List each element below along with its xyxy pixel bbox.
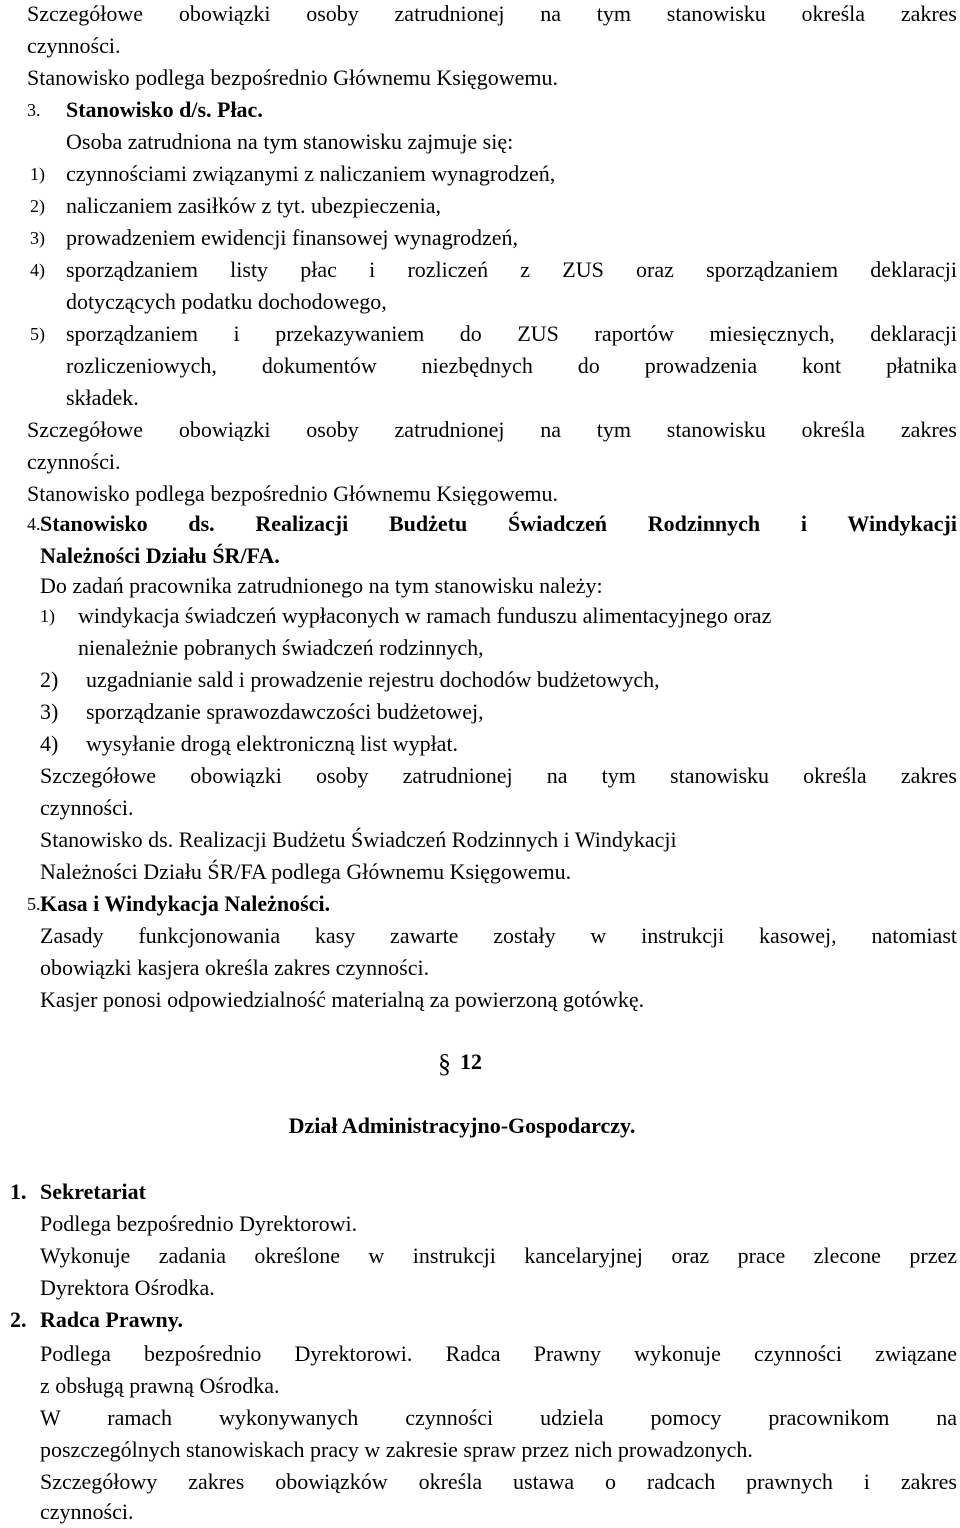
duties-text: Szczegółowe obowiązki osoby zatrudnionej na tym stanowisku określa zakres xyxy=(27,1,957,26)
list-item-number: 1) xyxy=(30,164,45,184)
list-item: sporządzaniem listy płac i rozliczeń z ZUS oraz sporządzaniem deklaracji xyxy=(66,257,957,282)
reports-text: Stanowisko ds. Realizacji Budżetu Świadczeń Rodzinnych i Windykacji xyxy=(40,827,677,852)
section-title: Należności Działu ŚR/FA. xyxy=(40,543,280,568)
list-item: sporządzaniem i przekazywaniem do ZUS raportów miesięcznych, deklaracji xyxy=(66,321,957,346)
duties-text: czynności. xyxy=(40,795,134,820)
paragraph-text: Wykonuje zadania określone w instrukcji kancelaryjnej oraz prace zlecone przez xyxy=(40,1243,957,1268)
paragraph-sign: § xyxy=(438,1049,451,1078)
list-item: naliczaniem zasiłków z tyt. ubezpieczenia, xyxy=(66,193,442,218)
section-intro: Do zadań pracownika zatrudnionego na tym stanowisku należy: xyxy=(40,573,603,598)
section-title: Kasa i Windykacja Należności. xyxy=(40,891,331,916)
section-number: 3. xyxy=(27,100,41,120)
paragraph-text: Kasjer ponosi odpowiedzialność materialną za powierzoną gotówkę. xyxy=(40,987,645,1012)
paragraph-number: 12 xyxy=(460,1049,482,1074)
duties-text: czynności. xyxy=(27,33,121,58)
list-item: dotyczących podatku dochodowego, xyxy=(66,289,387,314)
paragraph-text: z obsługą prawną Ośrodka. xyxy=(40,1373,280,1398)
paragraph-text: Podlega bezpośrednio Dyrektorowi. Radca Prawny wykonuje czynności związane xyxy=(40,1341,957,1366)
duties-text: Szczegółowe obowiązki osoby zatrudnionej na tym stanowisku określa zakres xyxy=(27,417,957,442)
list-item-number: 3) xyxy=(40,699,59,724)
list-item-number: 5) xyxy=(30,324,45,344)
section-title: Radca Prawny. xyxy=(40,1307,183,1332)
list-item-number: 4) xyxy=(40,731,59,756)
list-item-number: 4) xyxy=(30,260,45,280)
list-item: uzgadnianie sald i prowadzenie rejestru dochodów budżetowych, xyxy=(86,667,660,692)
paragraph-text: Dyrektora Ośrodka. xyxy=(40,1275,215,1300)
section-number: 1. xyxy=(10,1179,27,1204)
duties-text: Szczegółowe obowiązki osoby zatrudnionej na tym stanowisku określa zakres xyxy=(40,763,957,788)
list-item: rozliczeniowych, dokumentów niezbędnych do prowadzenia kont płatnika xyxy=(66,353,957,378)
section-number: 2. xyxy=(10,1307,27,1332)
list-item-number: 3) xyxy=(30,228,45,248)
paragraph-text: Zasady funkcjonowania kasy zawarte zostały w instrukcji kasowej, natomiast xyxy=(40,923,957,948)
paragraph-text: Podlega bezpośrednio Dyrektorowi. xyxy=(40,1211,358,1236)
paragraph-text: Szczegółowy zakres obowiązków określa ustawa o radcach prawnych i zakres xyxy=(40,1469,957,1494)
list-item-number: 2) xyxy=(40,667,59,692)
reports-text: Stanowisko podlega bezpośrednio Głównemu Księgowemu. xyxy=(27,65,558,90)
paragraph-text: czynności. xyxy=(40,1499,134,1524)
reports-text: Stanowisko podlega bezpośrednio Głównemu Księgowemu. xyxy=(27,481,558,506)
list-item: windykacja świadczeń wypłaconych w ramach funduszu alimentacyjnego oraz xyxy=(78,603,772,628)
list-item-number: 2) xyxy=(30,196,45,216)
paragraph-text: W ramach wykonywanych czynności udziela pomocy pracownikom na xyxy=(40,1405,957,1430)
section-number: 4. xyxy=(27,514,41,534)
section-title: Sekretariat xyxy=(40,1179,146,1204)
section-title: Stanowisko ds. Realizacji Budżetu Świadczeń Rodzinnych i Windykacji xyxy=(40,511,957,536)
department-heading: Dział Administracyjno-Gospodarczy. xyxy=(288,1113,636,1138)
reports-text: Należności Działu ŚR/FA podlega Głównemu Księgowemu. xyxy=(40,859,572,884)
duties-text: czynności. xyxy=(27,449,121,474)
paragraph-text: poszczególnych stanowiskach pracy w zakresie spraw przez nich prowadzonych. xyxy=(40,1437,753,1462)
section-number: 5. xyxy=(27,894,41,914)
list-item: składek. xyxy=(66,385,139,410)
list-item-number: 1) xyxy=(40,606,55,626)
list-item: wysyłanie drogą elektroniczną list wypłat. xyxy=(86,731,459,756)
list-item: nienależnie pobranych świadczeń rodzinnych, xyxy=(78,635,484,660)
section-intro: Osoba zatrudniona na tym stanowisku zajmuje się: xyxy=(66,129,514,154)
list-item: prowadzeniem ewidencji finansowej wynagrodzeń, xyxy=(66,225,519,250)
section-title: Stanowisko d/s. Płac. xyxy=(66,97,263,122)
list-item: czynnościami związanymi z naliczaniem wynagrodzeń, xyxy=(66,161,556,186)
list-item: sporządzanie sprawozdawczości budżetowej, xyxy=(86,699,484,724)
paragraph-text: obowiązki kasjera określa zakres czynności. xyxy=(40,955,430,980)
